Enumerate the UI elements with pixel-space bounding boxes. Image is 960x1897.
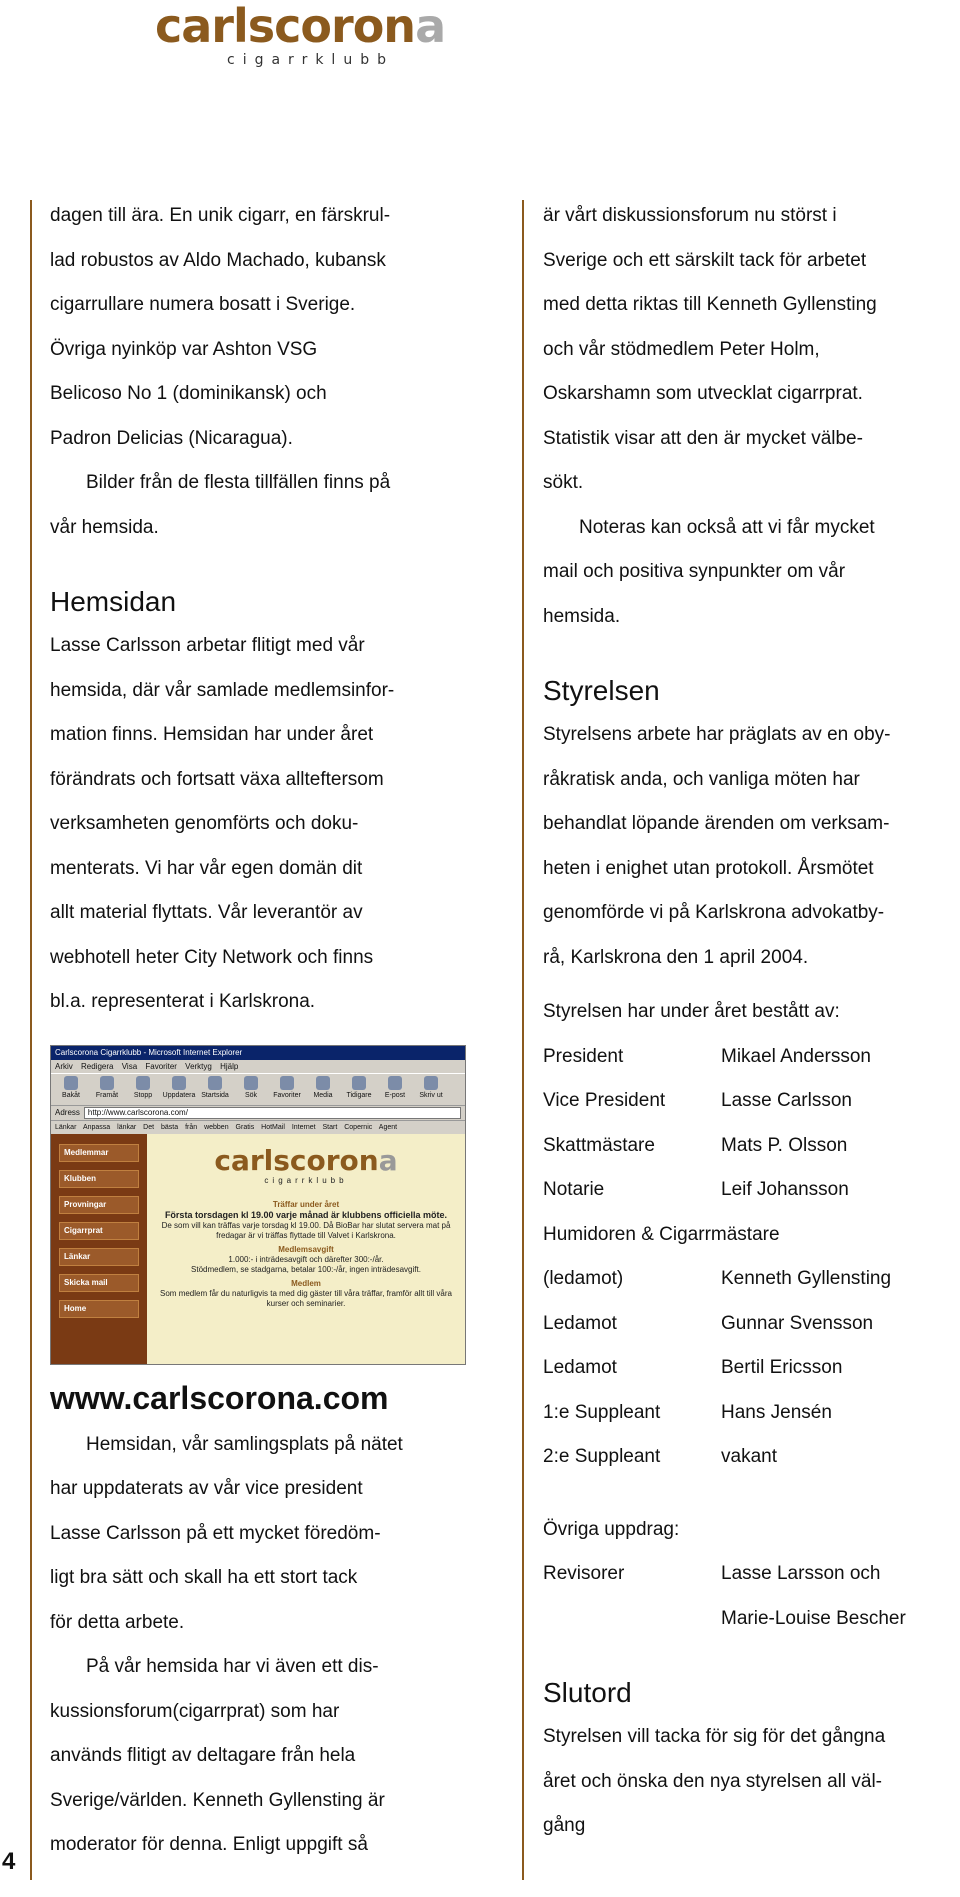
website-heading: Träffar under året [272, 1199, 340, 1209]
site-url-heading: www.carlscorona.com [50, 1379, 389, 1416]
hemsidan-heading: Hemsidan [50, 586, 177, 617]
humidor-line: Humidoren & Cigarrmästare [543, 1223, 780, 1245]
auditor-row: Marie-Louise Bescher [721, 1607, 906, 1629]
right-column [543, 194, 953, 1849]
hemsidan-line: menterats. Vi har vår egen domän dit [50, 857, 363, 879]
intro-line: dagen till ära. En unik cigarr, en färskrul- [50, 205, 391, 226]
pics-line: vår hemsida. [50, 516, 159, 538]
slutord-line: Styrelsen vill tacka för sig för det gångna [543, 1726, 886, 1747]
logo-wordmark: carlscorona [155, 0, 446, 53]
website-nav-item: Provningar [59, 1196, 139, 1214]
intro-line: Belicoso No 1 (dominikansk) och [50, 383, 327, 404]
website-heading: Medlemsavgift [278, 1244, 334, 1254]
back-icon [64, 1076, 78, 1090]
board-member: Ledamot Bertil Ericsson [543, 1357, 843, 1378]
media-icon [316, 1076, 330, 1090]
board-member: 2:e Suppleant vakant [543, 1446, 777, 1467]
website-nav-item: Home [59, 1300, 139, 1318]
intro-line: lad robustos av Aldo Machado, kubansk [50, 249, 386, 271]
website-logo: carlscorona [214, 1143, 398, 1177]
website-text: 1.000:- i inträdesavgift och därefter 300:-/år. [228, 1254, 384, 1264]
forum-line: är vårt diskussionsforum nu störst i [543, 205, 837, 226]
website-text: Stödmedlem, se stadgarna, betalar 100:-/år, ingen inträdesavgift. [191, 1264, 421, 1274]
para2-line: Lasse Carlsson på ett mycket föredöm- [50, 1522, 381, 1544]
para2-line: Hemsidan, vår samlingsplats på nätet [86, 1433, 403, 1455]
menu-item: Visa [121, 1061, 138, 1071]
forum-line: Oskarshamn som utvecklat cigarrprat. [543, 383, 863, 404]
print-icon [424, 1076, 438, 1090]
forward-icon [100, 1076, 114, 1090]
board-member: Vice President Lasse Carlsson [543, 1090, 852, 1111]
styrelsen-line: heten i enighet utan protokoll. Årsmötet [543, 857, 874, 879]
home-icon [208, 1076, 222, 1090]
website-logo-subtitle: cigarrklubb [264, 1175, 348, 1185]
browser-links-bar: Länkar Anpassa länkar Det bästa från webben Gratis HotMail Internet Start Copernic Agent [51, 1120, 465, 1134]
styrelsen-line: rå, Karlskrona den 1 april 2004. [543, 946, 809, 968]
board-member: Skattmästare Mats P. Olsson [543, 1134, 848, 1156]
board-member: Notarie Leif Johansson [543, 1179, 849, 1200]
hemsidan-line: mation finns. Hemsidan har under året [50, 724, 374, 745]
intro-line: Övriga nyinköp var Ashton VSG [50, 338, 318, 360]
styrelsen-line: råkratisk anda, och vanliga möten har [543, 768, 860, 790]
toolbar-button: Favoriter [271, 1076, 303, 1103]
toolbar-button: Media [307, 1076, 339, 1103]
para2-line: har uppdaterats av vår vice president [50, 1478, 363, 1499]
board-member: 1:e Suppleant Hans Jensén [543, 1401, 832, 1423]
website-nav-item: Medlemmar [59, 1144, 139, 1162]
refresh-icon [172, 1076, 186, 1090]
website-nav-item: Klubben [59, 1170, 139, 1188]
favorites-icon [280, 1076, 294, 1090]
board-member: Ledamot Gunnar Svensson [543, 1312, 874, 1334]
address-label: Adress [55, 1107, 80, 1117]
right-column-rule [522, 200, 524, 1880]
para3-line: moderator för denna. Enligt uppgift så [50, 1834, 368, 1855]
website-heading: Medlem [291, 1278, 321, 1288]
toolbar-button: Startsida [199, 1076, 231, 1103]
website-body [51, 1134, 465, 1364]
board-member: (ledamot) Kenneth Gyllensting [543, 1268, 892, 1289]
toolbar-button: Tidigare [343, 1076, 375, 1103]
forum-line: Statistik visar att den är mycket välbe- [543, 427, 863, 449]
page-number: 4 [2, 1848, 16, 1875]
hemsidan-line: webhotell heter City Network och finns [50, 946, 374, 968]
styrelsen-line: genomförde vi på Karlskrona advokatby- [543, 902, 885, 923]
styrelsen-line: Styrelsens arbete har präglats av en oby- [543, 724, 891, 745]
styrelsen-heading: Styrelsen [543, 675, 660, 706]
para3-line: Sverige/världen. Kenneth Gyllensting är [50, 1789, 385, 1811]
board-member: President Mikael Andersson [543, 1045, 871, 1067]
browser-address-bar [51, 1105, 465, 1120]
para3-line: På vår hemsida har vi även ett dis- [86, 1656, 379, 1677]
hemsidan-line: allt material flyttats. Vår leverantör av [50, 902, 363, 923]
mail-line: hemsida. [543, 605, 621, 627]
para2-line: för detta arbete. [50, 1611, 185, 1633]
address-field: http://www.carlscorona.com/ [84, 1107, 461, 1119]
forum-line: Sverige och ett särskilt tack för arbetet [543, 249, 867, 271]
auditor-row: Revisorer Lasse Larsson och [543, 1563, 881, 1584]
club-logo [155, 2, 445, 68]
left-column [50, 194, 480, 1868]
stop-icon [136, 1076, 150, 1090]
forum-line: och vår stödmedlem Peter Holm, [543, 338, 820, 360]
intro-line: cigarrullare numera bosatt i Sverige. [50, 294, 356, 315]
history-icon [352, 1076, 366, 1090]
slutord-heading: Slutord [543, 1677, 632, 1708]
toolbar-button: E-post [379, 1076, 411, 1103]
browser-toolbar [51, 1073, 465, 1105]
menu-item: Redigera [81, 1061, 114, 1071]
browser-menu-bar [51, 1060, 465, 1073]
logo-subtitle: cigarrklubb [227, 52, 394, 68]
para3-line: kussionsforum(cigarrprat) som har [50, 1700, 340, 1722]
toolbar-button: Stopp [127, 1076, 159, 1103]
website-text: De som vill kan träffas varje torsdag kl 19.00. Då BioBar har slutat servera mat på fredagar är vi träffas flyttade till Valvet i Karlskrona. [161, 1220, 451, 1240]
para3-line: används flitigt av deltagare från hela [50, 1745, 356, 1766]
mail-line: Noteras kan också att vi får mycket [579, 516, 875, 538]
website-nav-item: Skicka mail [59, 1274, 139, 1292]
hemsidan-line: bl.a. representerat i Karlskrona. [50, 991, 316, 1012]
toolbar-button: Sök [235, 1076, 267, 1103]
hemsidan-line: förändrats och fortsatt växa allteftersom [50, 768, 384, 790]
styrelsen-line: behandlat löpande ärenden om verksam- [543, 813, 890, 834]
menu-item: Arkiv [55, 1061, 73, 1071]
hemsidan-line: hemsida, där vår samlade medlemsinfor- [50, 679, 395, 701]
mail-line: mail och positiva synpunkter om vår [543, 561, 846, 582]
website-nav-item: Cigarrprat [59, 1222, 139, 1240]
website-nav-item: Länkar [59, 1248, 139, 1266]
hemsidan-line: Lasse Carlsson arbetar flitigt med vår [50, 635, 365, 656]
toolbar-button: Skriv ut [415, 1076, 447, 1103]
slutord-line: året och önska den nya styrelsen all väl- [543, 1770, 883, 1792]
pics-line: Bilder från de flesta tillfällen finns på [86, 472, 391, 493]
website-screenshot [50, 1045, 466, 1365]
toolbar-button: Uppdatera [163, 1076, 195, 1103]
browser-title-bar: Carlscorona Cigarrklubb - Microsoft Internet Explorer [51, 1046, 465, 1060]
toolbar-button: Framåt [91, 1076, 123, 1103]
slutord-line: gång [543, 1815, 586, 1836]
website-text: Första torsdagen kl 19.00 varje månad är klubbens officiella möte. [164, 1209, 448, 1220]
other-assignments-label: Övriga uppdrag: [543, 1518, 680, 1540]
website-main [147, 1134, 465, 1364]
menu-item: Hjälp [220, 1061, 239, 1071]
menu-item: Verktyg [185, 1061, 212, 1071]
toolbar-button: Bakåt [55, 1076, 87, 1103]
intro-line: Padron Delicias (Nicaragua). [50, 427, 293, 449]
board-intro: Styrelsen har under året bestått av: [543, 1001, 840, 1022]
search-icon [244, 1076, 258, 1090]
forum-line: med detta riktas till Kenneth Gyllensting [543, 294, 877, 315]
website-sidebar [51, 1134, 147, 1364]
hemsidan-line: verksamheten genomförts och doku- [50, 813, 359, 834]
forum-line: sökt. [543, 472, 584, 493]
left-column-rule [30, 200, 32, 1880]
menu-item: Favoriter [145, 1061, 177, 1071]
para2-line: ligt bra sätt och skall ha ett stort tack [50, 1567, 358, 1588]
mail-icon [388, 1076, 402, 1090]
website-text: Som medlem får du naturligvis ta med dig gäster till våra träffar, framför allt till våra kurser och seminarier. [160, 1288, 452, 1308]
